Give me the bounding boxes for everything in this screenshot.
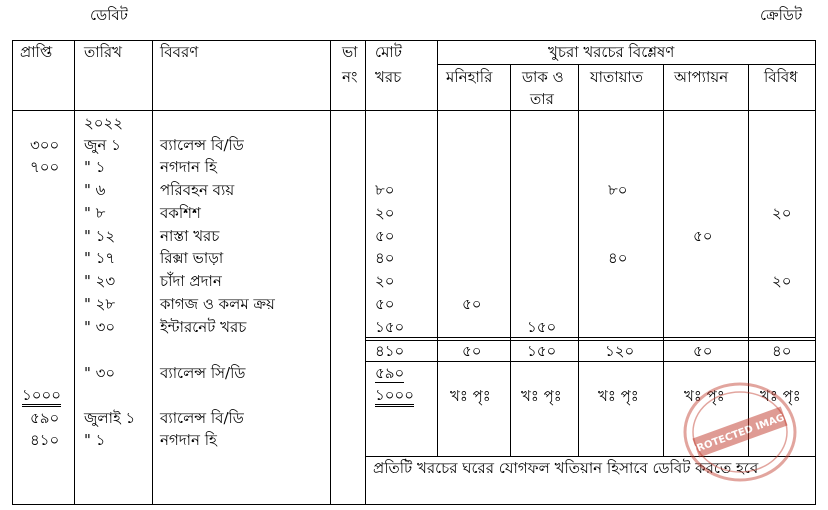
debit-label: ডেবিট <box>90 6 128 24</box>
ledger-ref-postage: খঃ পৃঃ <box>521 387 562 405</box>
expense-description: ইন্টারনেট খরচ <box>160 318 247 336</box>
receipt-date: " ১ <box>84 158 106 176</box>
header-stationery: মনিহারি <box>446 68 493 86</box>
total-misc: ৪০ <box>772 342 792 360</box>
total-expense: ৪১০ <box>375 342 405 360</box>
expense-date: " ২৩ <box>84 272 116 290</box>
opening-date: " ১ <box>84 431 106 449</box>
expense-date: " ৮ <box>84 204 106 222</box>
expense-total: ২০ <box>375 272 395 290</box>
total-entertainment: ৫০ <box>693 342 713 360</box>
opening-date: জুলাই ১ <box>84 409 136 427</box>
expense-date: " ১২ <box>84 227 116 245</box>
opening-description: নগদান হি <box>160 431 217 449</box>
protected-image-stamp <box>675 378 805 486</box>
expense-description: নাস্তা খরচ <box>160 227 220 245</box>
opening-amount: ৪১০ <box>30 431 60 449</box>
expense-date: " ১৭ <box>84 249 116 267</box>
closing-amount: ৫৯০ <box>375 364 405 382</box>
expense-date: " ২৮ <box>84 295 116 313</box>
total-travel: ১২০ <box>605 342 635 360</box>
expense-misc: ২০ <box>772 204 792 222</box>
closing-date: " ৩০ <box>84 364 116 382</box>
expense-total: ৪০ <box>375 249 395 267</box>
receipt-date: জুন ১ <box>84 136 121 154</box>
header-voucher-b: নং <box>342 68 358 86</box>
receipt-amount: ৭০০ <box>30 158 60 176</box>
header-total-b: খরচ <box>375 68 402 86</box>
receipt-description: নগদান হি <box>160 158 217 176</box>
year: ২০২২ <box>84 114 124 132</box>
expense-total: ৫০ <box>375 227 395 245</box>
total-stationery: ৫০ <box>462 342 482 360</box>
expense-entertainment: ৫০ <box>693 227 713 245</box>
header-misc: বিবিধ <box>764 68 798 86</box>
expense-description: চাঁদা প্রদান <box>160 272 222 290</box>
header-analysis: খুচরা খরচের বিশ্লেষণ <box>548 43 675 61</box>
header-travel: যাতায়াত <box>590 68 644 86</box>
expense-total: ৫০ <box>375 295 395 313</box>
footnote: প্রতিটি খরচের ঘরের যোগফল খতিয়ান হিসাবে ডেবিট করতে হবে <box>373 459 759 477</box>
header-receipt: প্রাপ্তি <box>20 43 53 61</box>
header-total-a: মোট <box>375 43 402 61</box>
opening-description: ব্যালেন্স বি/ডি <box>160 409 244 427</box>
header-entertainment: আপ্যায়ন <box>674 68 729 86</box>
stamp-text: PROTECTED IMAGE <box>688 410 793 457</box>
expense-date: " ৬ <box>84 181 106 199</box>
expense-travel: ৪০ <box>608 249 628 267</box>
expense-description: পরিবহন ব্যয় <box>160 181 235 199</box>
ledger-ref-entertainment: খঃ পৃঃ <box>684 387 725 405</box>
expense-date: " ৩০ <box>84 318 116 336</box>
ledger-ref-misc: খঃ পৃঃ <box>760 387 801 405</box>
expense-travel: ৮০ <box>608 181 628 199</box>
total-postage: ১৫০ <box>527 342 557 360</box>
ledger-ref-travel: খঃ পৃঃ <box>598 387 639 405</box>
receipt-amount: ৩০০ <box>30 136 60 154</box>
expense-description: রিক্সা ভাড়া <box>160 249 224 267</box>
expense-stationery: ৫০ <box>462 295 482 313</box>
expense-description: কাগজ ও কলম ক্রয় <box>160 295 275 313</box>
header-description: বিবরণ <box>160 43 199 61</box>
expense-description: বকশিশ <box>160 204 201 222</box>
grand-total-expense: ১০০০ <box>375 388 414 407</box>
expense-total: ১৫০ <box>375 318 405 336</box>
expense-total: ৮০ <box>375 181 395 199</box>
credit-label: ক্রেডিট <box>760 6 803 24</box>
ledger-ref-stationery: খঃ পৃঃ <box>450 387 491 405</box>
header-postage-b: তার <box>530 90 554 108</box>
header-postage-a: ডাক ও <box>522 68 564 86</box>
expense-total: ২০ <box>375 204 395 222</box>
grand-total-receipt: ১০০০ <box>22 388 61 407</box>
expense-postage: ১৫০ <box>527 318 557 336</box>
expense-misc: ২০ <box>772 272 792 290</box>
header-voucher-a: ভা <box>342 43 358 61</box>
header-date: তারিখ <box>84 43 122 61</box>
receipt-description: ব্যালেন্স বি/ডি <box>160 136 244 154</box>
closing-description: ব্যালেন্স সি/ডি <box>160 364 246 382</box>
opening-amount: ৫৯০ <box>30 409 60 427</box>
